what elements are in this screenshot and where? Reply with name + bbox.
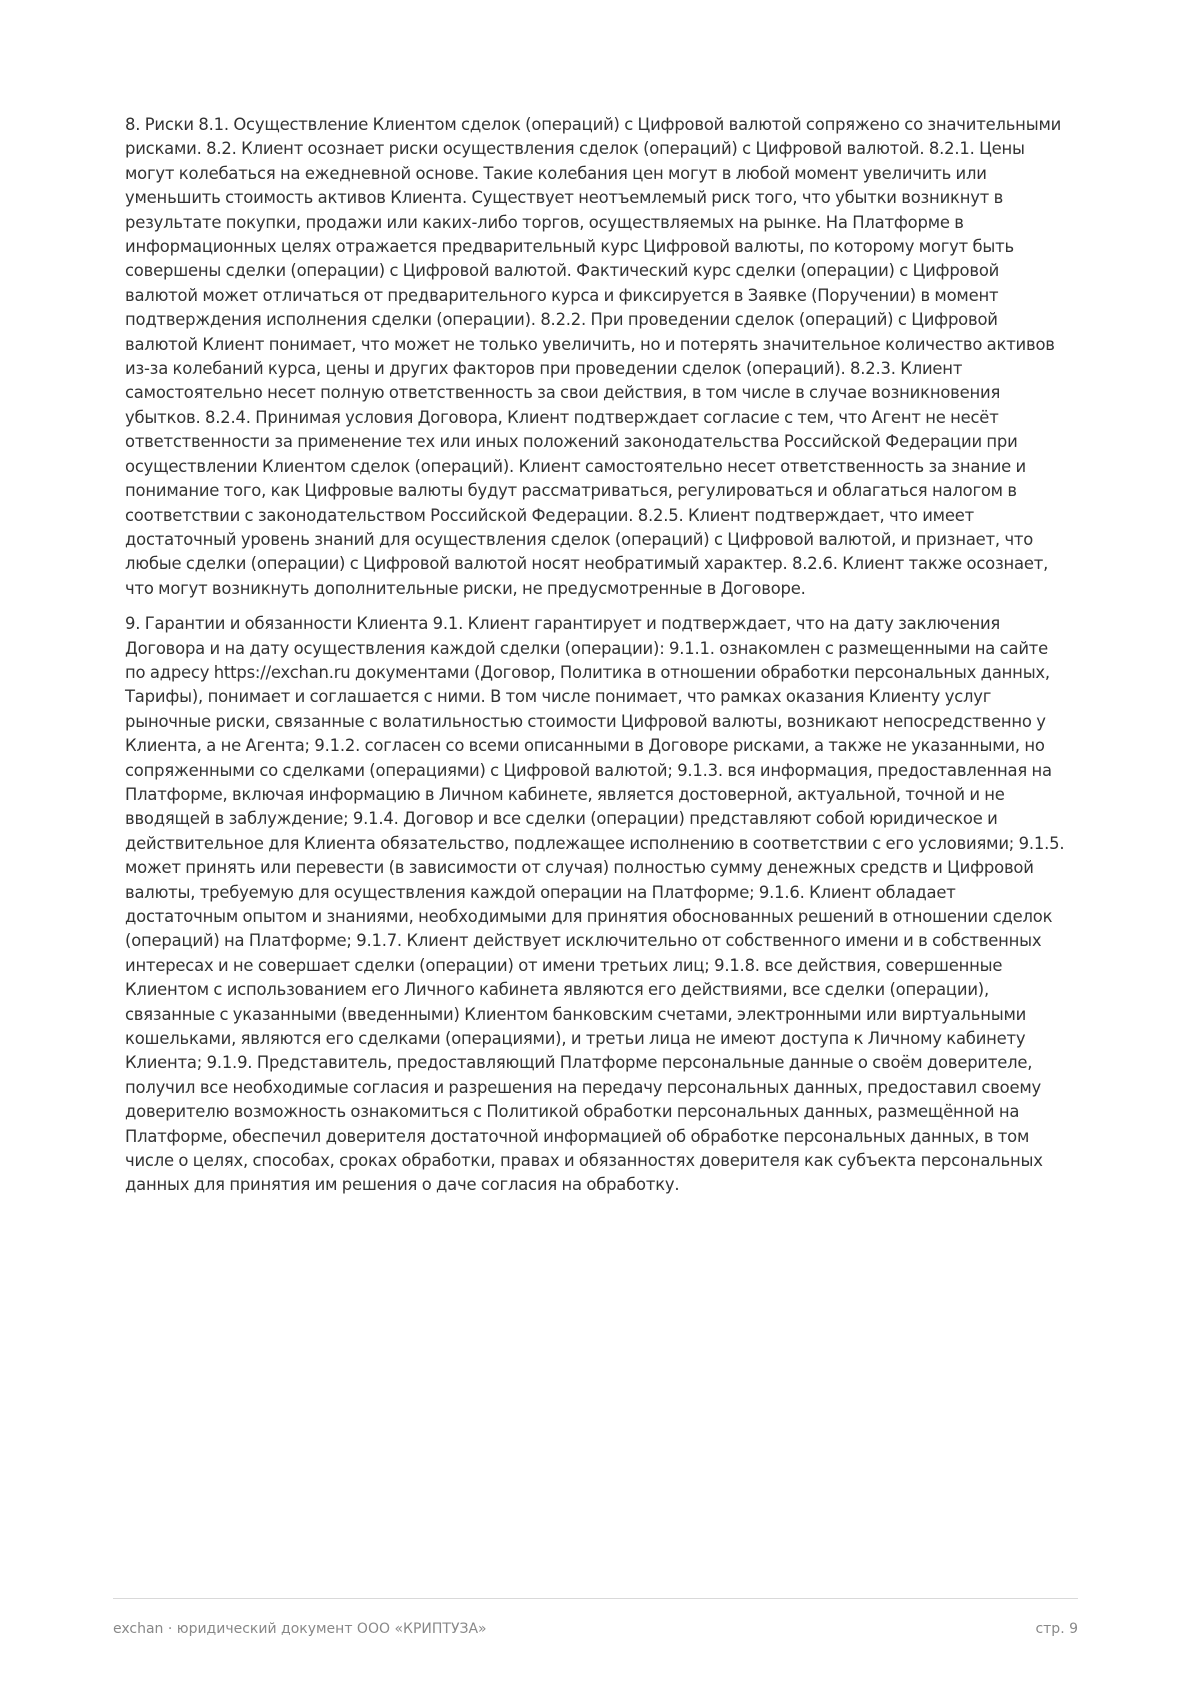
section-8-risks-paragraph: 8. Риски 8.1. Осуществление Клиентом сделок (операций) с Цифровой валютой сопряжено со значительными рисками. 8.2. Клиент осознает риски осуществления сделок (операций) с Цифровой валютой. 8.2.1. Цены могут колебаться на ежедневной основе. Такие колебания цен могут в любой момент увеличить или уменьшить стоимость активов Клиента. Существует неотъемлемый риск того, что убытки возникнут в результате покупки, продажи или каких-либо торгов, осуществляемых на рынке. На Платформе в информационных целях отражается предварительный курс Цифровой валюты, по которому могут быть совершены сделки (операции) с Цифровой валютой. Фактический курс сделки (операции) с Цифровой валютой может отличаться от предварительного курса и фиксируется в Заявке (Поручении) в момент подтверждения исполнения сделки (операции). 8.2.2. При проведении сделок (операций) с Цифровой валютой Клиент понимает, что может не только увеличить, но и потерять значительное количество активов из-за колебаний курса, цены и других факторов при проведении сделок (операций). 8.2.3. Клиент самостоятельно несет полную ответственность за свои действия, в том числе в случае возникновения убытков. 8.2.4. Принимая условия Договора, Клиент подтверждает согласие с тем, что Агент не несёт ответственности за применение тех или иных положений законодательства Российской Федерации при осуществлении Клиентом сделок (операций). Клиент самостоятельно несет ответственность за знание и понимание того, как Цифровые валюты будут рассматриваться, регулироваться и облагаться налогом в соответствии с законодательством Российской Федерации. 8.2.5. Клиент подтверждает, что имеет достаточный уровень знаний для осуществления сделок (операций) с Цифровой валютой, и признает, что любые сделки (операции) с Цифровой валютой носят необратимый характер. 8.2.6. Клиент также осознает, что могут возникнуть дополнительные риски, не предусмотренные в Договоре. — [125, 115, 1062, 598]
footer-page-number: стр. 9 — [1035, 1621, 1078, 1637]
document-body — [125, 113, 1071, 1209]
section-9-guarantees-paragraph: 9. Гарантии и обязанности Клиента 9.1. Клиент гарантирует и подтверждает, что на дату заключения Договора и на дату осуществления каждой сделки (операции): 9.1.1. ознакомлен с размещенными на сайте по адресу https://exchan.ru документами (Договор, Политика в отношении обработки персональных данных, Тарифы), понимает и соглашается с ними. В том числе понимает, что рамках оказания Клиенту услуг рыночные риски, связанные с волатильностью стоимости Цифровой валюты, возникают непосредственно у Клиента, а не Агента; 9.1.2. согласен со всеми описанными в Договоре рисками, а также не указанными, но сопряженными со сделками (операциями) с Цифровой валютой; 9.1.3. вся информация, предоставленная на Платформе, включая информацию в Личном кабинете, является достоверной, актуальной, точной и не вводящей в заблуждение; 9.1.4. Договор и все сделки (операции) представляют собой юридическое и действительное для Клиента обязательство, подлежащее исполнению в соответствии с его условиями; 9.1.5. может принять или перевести (в зависимости от случая) полностью сумму денежных средств и Цифровой валюты, требуемую для осуществления каждой операции на Платформе; 9.1.6. Клиент обладает достаточным опытом и знаниями, необходимыми для принятия обоснованных решений в отношении сделок (операций) на Платформе; 9.1.7. Клиент действует исключительно от собственного имени и в собственных интересах и не совершает сделки (операции) от имени третьих лиц; 9.1.8. все действия, совершенные Клиентом с использованием его Личного кабинета являются его действиями, все сделки (операции), связанные с указанными (введенными) Клиентом банковским счетами, электронными или виртуальными кошельками, являются его сделками (операциями), и третьи лица не имеют доступа к Личному кабинету Клиента; 9.1.9. Представитель, предоставляющий Платформе персональные данные о своём доверителе, получил все необходимые согласия и разрешения на передачу персональных данных, предоставил своему доверителю возможность ознакомиться с Политикой обработки персональных данных, размещённой на Платформе, обеспечил доверителя достаточной информацией об обработке персональных данных, в том числе о целях, способах, сроках обработки, правах и обязанностях доверителя как субъекта персональных данных для принятия им решения о даче согласия на обработку. — [125, 614, 1065, 1195]
footer-document-title: exchan · юридический документ ООО «КРИПТУЗА» — [113, 1621, 487, 1637]
footer-divider — [113, 1598, 1078, 1599]
